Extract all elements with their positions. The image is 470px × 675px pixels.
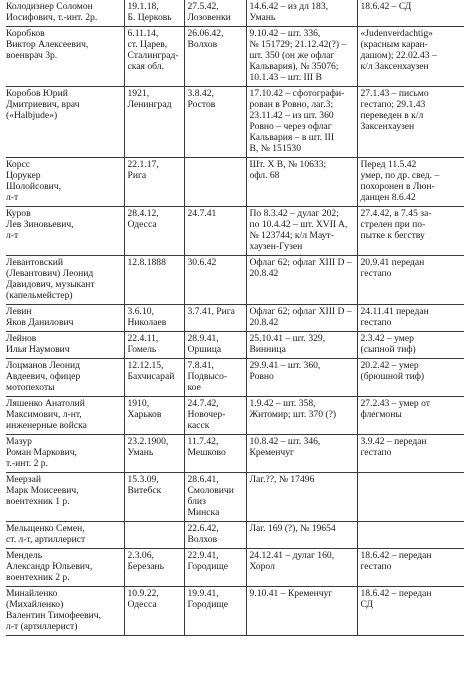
fate-cell: 27.2.43 – умер от флегмоны bbox=[360, 398, 430, 420]
birth-cell bbox=[124, 522, 184, 549]
birth-cell: 1921, Ленинград bbox=[124, 87, 184, 158]
fate-cell: Перед 11.5.42 умер, по др. свед. – похоронен в Люн- данцен 8.6.42 bbox=[360, 159, 440, 203]
capture-cell: 24.7.41 bbox=[184, 207, 246, 256]
camps-cell: Офлаг 62; офлаг XIII D – 20.8.42 bbox=[246, 256, 357, 305]
camps-cell: 29.9.41 – шт. 360, Ровно bbox=[246, 359, 357, 397]
fate-cell bbox=[357, 522, 464, 549]
capture-cell: 27.5.42, Лозовенки bbox=[184, 0, 246, 27]
birth-cell: 10.9.22, Одесса bbox=[124, 587, 184, 636]
capture-cell: 22.9.41, Городище bbox=[184, 549, 246, 587]
birth-cell: 2.3.06, Березань bbox=[124, 549, 184, 587]
camps-cell: Лаг. 169 (?), № 19654 bbox=[246, 522, 357, 549]
table-row bbox=[6, 435, 464, 473]
person-name-cell: Левантовский (Левантович) Леонид Давидович, музыкант (капельмейстер) bbox=[6, 256, 124, 305]
person-name-cell: Лоцманов Леонид Авдеевич, офицер мотопехоты bbox=[6, 359, 124, 397]
birth-cell: 15.3.09, Витебск bbox=[124, 473, 184, 522]
fate-cell: 27.1.43 – письмо гестапо; 29.1.43 переведен в к/л Заксенхаузен bbox=[360, 88, 429, 132]
capture-cell: 26.06.42, Волхов bbox=[184, 27, 246, 87]
fate-cell bbox=[357, 473, 464, 522]
birth-cell: 1910, Харьков bbox=[124, 397, 184, 435]
person-name-cell: Меерзай Марк Моисеевич, воентехник 1 р. bbox=[6, 473, 124, 522]
table-row bbox=[6, 256, 464, 305]
fate-cell: 18.6.42 – передан гестапо bbox=[360, 550, 432, 572]
capture-cell: 22.6.42, Волхов bbox=[184, 522, 246, 549]
capture-cell bbox=[184, 158, 246, 207]
person-name-cell: Лейнов Илья Наумович bbox=[6, 332, 124, 359]
table-row bbox=[6, 359, 464, 397]
fate-cell: 20.9.41 передан гестапо bbox=[360, 257, 425, 279]
fate-cell: 20.2.42 – умер (брюшной тиф) bbox=[360, 360, 425, 382]
table-row bbox=[6, 473, 464, 522]
person-name-cell: Коробов Юрий Дмитриевич, врач («Halbjude») bbox=[6, 87, 124, 158]
birth-cell: 3.6.10, Николаев bbox=[124, 305, 184, 332]
capture-cell: 24.7.42, Новочер- касск bbox=[184, 397, 246, 435]
capture-cell: 3.8.42, Ростов bbox=[184, 87, 246, 158]
fate-cell: «Judenverdachtig» (красным каран- дашом); 22.02.43 – к/л Заксенхаузен bbox=[360, 28, 437, 72]
camps-cell: 9.10.41 – Кременчуг bbox=[246, 587, 357, 636]
prisoner-records-table bbox=[6, 0, 464, 636]
person-name-cell: Мазур Роман Маркович, т.-инт. 2 р. bbox=[6, 435, 124, 473]
person-name-cell: Мельщенко Семен, ст. л-т, артиллерист bbox=[6, 522, 124, 549]
fate-cell: 18.6.42 – СД bbox=[360, 1, 412, 12]
capture-cell: 28.6.41, Смоловичи близ Минска bbox=[184, 473, 246, 522]
capture-cell: 7.8.41, Подвысо- кое bbox=[184, 359, 246, 397]
birth-cell: 22.4.11, Гомель bbox=[124, 332, 184, 359]
table-row bbox=[6, 587, 464, 636]
person-name-cell: Куров Лев Зиновьевич, л-т bbox=[6, 207, 124, 256]
table-row bbox=[6, 87, 464, 158]
capture-cell: 19.9.41, Городище bbox=[184, 587, 246, 636]
fate-cell: 24.11.41 передан гестапо bbox=[360, 306, 429, 328]
birth-cell: 28.4.12, Одесса bbox=[124, 207, 184, 256]
person-name-cell: Корсс Цорукер Шолойсович, л-т bbox=[6, 158, 124, 207]
capture-cell: 11.7.42, Мешково bbox=[184, 435, 246, 473]
table-row bbox=[6, 397, 464, 435]
person-name-cell: Ляшенко Анатолий Максимович, л-нт, инженерные войска bbox=[6, 397, 124, 435]
camps-cell: 14.6.42 – из дл 183, Умань bbox=[246, 0, 357, 27]
table-row bbox=[6, 332, 464, 359]
capture-cell: 28.9.41, Оршица bbox=[184, 332, 246, 359]
camps-cell: 9.10.42 – шт. 336, № 151729; 21.12.42(?) – шт. 350 (он же офлаг Кальвария), № 35076; 10.1.43 – шт. III B bbox=[246, 27, 357, 87]
camps-cell: По 8.3.42 – дулаг 202; по 10.4.42 – шт. XVII A, № 123744; к/л Маут- хаузен-Гузен bbox=[246, 207, 357, 256]
camps-cell: Офлаг 62; офлаг XIII D – 20.8.42 bbox=[246, 305, 357, 332]
person-name-cell: Мендель Александр Юльевич, воентехник 2 р. bbox=[6, 549, 124, 587]
table-row bbox=[6, 305, 464, 332]
table-row bbox=[6, 0, 464, 27]
person-name-cell: Минайленко (Михайленко) Валентин Тимофеевич, л-т (артиллерист) bbox=[6, 587, 124, 636]
camps-cell: 17.10.42 – сфотографи- рован в Ровно, лаг.3; 23.11.42 – из шт. 360 Ровно – через офлаг Кальвария – в шт. III B, № 151530 bbox=[246, 87, 357, 158]
person-name-cell: Коробков Виктор Алексеевич, военврач 3р. bbox=[6, 27, 124, 87]
camps-cell: 24.12.41 – дулаг 160, Хорол bbox=[246, 549, 357, 587]
table-row bbox=[6, 27, 464, 87]
camps-cell: Лаг.??, № 17496 bbox=[246, 473, 357, 522]
fate-cell: 3.9.42 – передан гестапо bbox=[360, 436, 427, 458]
camps-cell: 10.8.42 – шт. 346, Кременчуг bbox=[246, 435, 357, 473]
camps-cell: 1.9.42 – шт. 358, Житомир; шт. 370 (?) bbox=[246, 397, 357, 435]
person-name-cell: Левин Яков Данилович bbox=[6, 305, 124, 332]
birth-cell: 12.12.15, Бахчисарай bbox=[124, 359, 184, 397]
capture-cell: 3.7.41, Рига bbox=[184, 305, 246, 332]
birth-cell: 19.1.18, Б. Церковь bbox=[124, 0, 184, 27]
table-row bbox=[6, 158, 464, 207]
birth-cell: 22.1.17, Рига bbox=[124, 158, 184, 207]
table-row bbox=[6, 207, 464, 256]
capture-cell: 30.6.42 bbox=[184, 256, 246, 305]
person-name-cell: Колодизнер Соломон Иосифович, т.-инт. 2р. bbox=[6, 0, 124, 27]
table-row bbox=[6, 549, 464, 587]
camps-cell: Шт. X B, № 10633; офл. 68 bbox=[246, 158, 357, 207]
birth-cell: 6.11.14, ст. Царев, Сталинград- ская обл. bbox=[124, 27, 184, 87]
fate-cell: 18.6.42 – передан СД bbox=[360, 588, 432, 610]
birth-cell: 23.2.1900, Умань bbox=[124, 435, 184, 473]
table-row bbox=[6, 522, 464, 549]
birth-cell: 12.8.1888 bbox=[124, 256, 184, 305]
fate-cell: 2.3.42 – умер (сыпной тиф) bbox=[360, 333, 416, 355]
fate-cell: 27.4.42, в 7.45 за- стрелен при по- пытке к бегству bbox=[360, 208, 432, 241]
camps-cell: 25.10.41 – шт. 329, Винница bbox=[246, 332, 357, 359]
